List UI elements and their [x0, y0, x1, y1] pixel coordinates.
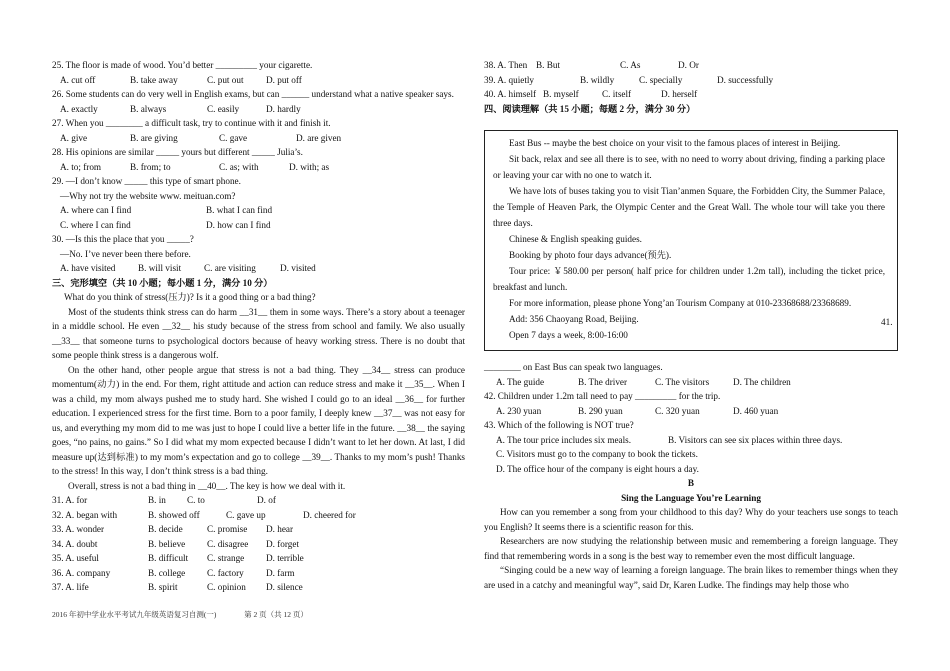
question-30-reply: —No. I’ve never been there before.: [60, 248, 191, 259]
question-41-number: 41.: [881, 317, 893, 327]
passage-b-label: B: [687, 478, 695, 488]
option: C. factory: [207, 567, 244, 578]
option: B. will visit: [138, 263, 182, 273]
option: D. put off: [266, 74, 302, 85]
option: C. as; with: [219, 161, 259, 172]
cloze-options-40: [484, 87, 898, 102]
option: A. exactly: [60, 103, 98, 114]
option: C. strange: [207, 553, 245, 563]
option: D. of: [257, 495, 276, 505]
cloze-options-33: [52, 522, 465, 537]
option: D. Or: [678, 60, 699, 70]
option: D. are given: [296, 132, 342, 143]
option: 32. A. began with: [52, 509, 118, 520]
option: D. The children: [733, 376, 791, 387]
question-42: 42. Children under 1.2m tall need to pay _________ for the trip.: [484, 391, 721, 401]
passage-b-paragraph-2: Researchers are now studying the relationship between music and remembering a foreign language. They find that remembering words in a song is the best way to remember even the most difficult language.: [484, 536, 898, 561]
question-25-options: [52, 73, 465, 88]
option: 33. A. wonder: [52, 524, 105, 534]
option: B. myself: [543, 89, 579, 99]
option: C. easily: [207, 103, 240, 114]
option: A. have visited: [60, 263, 116, 273]
left-column: [52, 58, 465, 595]
option: D. successfully: [717, 74, 774, 85]
option: D. silence: [266, 582, 303, 592]
question-30-options: [52, 261, 465, 276]
option: C. are visiting: [204, 263, 256, 273]
option: 37. A. life: [52, 582, 89, 592]
option: B. But: [536, 60, 560, 70]
cloze-options-38: [484, 58, 898, 73]
question-26-options: [52, 102, 465, 117]
ad-line: For more information, please phone Yong’an Tourism Company at 010-23368688/23368689.: [509, 298, 852, 308]
cloze-options-36: [52, 566, 465, 581]
option: 36. A. company: [52, 567, 111, 578]
option: B. 290 yuan: [578, 405, 623, 416]
option: C. opinion: [207, 582, 246, 592]
question-29-options-1: [52, 203, 465, 218]
option: B. showed off: [148, 509, 200, 520]
option: C. gave: [219, 132, 248, 143]
passage-b-title: Sing the Language You’re Learning: [621, 492, 761, 503]
option: D. forget: [266, 538, 299, 549]
option: D. visited: [280, 263, 316, 273]
option: C. put out: [207, 74, 244, 85]
option: C. disagree: [207, 538, 249, 549]
option: 34. A. doubt: [52, 538, 98, 549]
cloze-options-34: [52, 537, 465, 552]
option: B. are giving: [130, 132, 178, 143]
option: B. in: [148, 495, 166, 505]
option: D. 460 yuan: [733, 405, 779, 416]
option: 40. A. himself: [484, 89, 537, 99]
question-43-options-1: [484, 433, 898, 448]
option: C. gave up: [226, 509, 266, 520]
option: C. where I can find: [60, 219, 131, 230]
question-43: 43. Which of the following is NOT true?: [484, 420, 634, 430]
option: 38. A. Then: [484, 60, 528, 70]
ad-line: Booking by photo four days advance(预先).: [509, 250, 672, 260]
passage-b-paragraph-1: How can you remember a song from your childhood to this day? Why do your teachers use songs to teach you English? It seems there is a scientific reason for this.: [484, 507, 898, 532]
option: A. to; from: [60, 161, 102, 172]
option: D. cheered for: [303, 509, 356, 520]
option: C. promise: [207, 524, 248, 534]
advertisement-box: [484, 130, 898, 351]
option: B. spirit: [148, 582, 178, 592]
option: D. The office hour of the company is eight hours a day.: [496, 463, 699, 474]
question-41-options: [484, 375, 898, 390]
option: B. The driver: [578, 376, 628, 387]
ad-line: Add: 356 Chaoyang Road, Beijing.: [509, 314, 639, 324]
option: A. cut off: [60, 74, 96, 85]
footer-page-number: 第 2 页（共 12 页）: [244, 610, 308, 619]
question-29: 29. —I don’t know _____ this type of smart phone.: [52, 176, 241, 186]
cloze-paragraph-3: Overall, stress is not a bad thing in __40__. The key is how we deal with it.: [68, 480, 346, 491]
option: A. 230 yuan: [496, 405, 542, 416]
option: A. The guide: [496, 376, 545, 387]
option: B. from; to: [130, 161, 171, 172]
ad-line: Open 7 days a week, 8:00-16:00: [509, 330, 628, 340]
option: D. how can I find: [206, 219, 271, 230]
option: A. The tour price includes six meals.: [496, 434, 632, 445]
option: D. with; as: [289, 161, 330, 172]
option: D. farm: [266, 567, 295, 578]
question-30: 30. —Is this the place that you _____?: [52, 234, 194, 244]
page-footer: [52, 609, 308, 620]
question-26: 26. Some students can do very well in English exams, but can ______ understand what a native speaker says.: [52, 89, 454, 99]
option: B. always: [130, 103, 167, 114]
question-27: 27. When you ________ a difficult task, try to continue with it and finish it.: [52, 118, 331, 128]
option: 31. A. for: [52, 495, 88, 505]
question-41: ________ on East Bus can speak two languages.: [484, 362, 663, 372]
question-28: 28. His opinions are similar _____ yours but different _____ Julia’s.: [52, 147, 303, 157]
option: B. difficult: [148, 553, 189, 563]
option: C. 320 yuan: [655, 405, 700, 416]
option: C. Visitors must go to the company to book the tickets.: [496, 449, 698, 459]
footer-exam-title: 2016 年初中学业水平考试九年级英语复习自测(一): [52, 610, 217, 619]
ad-line: Tour price: ￥580.00 per person( half price for children under 1.2m tall), including the ticket price, breakfast and lunch.: [493, 266, 885, 292]
cloze-paragraph-2: On the other hand, other people argue that stress is not a bad thing. They __34__ stress can produce momentum(动力) in the end. For them, right attitude and action can reduce stress and make it __35__. When I was a child, my mom always pushed me to study hard. She wished I could go to an ideal __36__ for further education. I experienced stress for the first time. Born to a poor family, I deeply knew __37__ was not easy for us, and everything my mom did to me was just to hope I could live a better life in the future. __38__ the saying goes, “no pains, no gains.” So I did what my mom expected because I didn’t want to let her down. At last, I did measure up(达到标准) to my mom’s expectation and go to college __39__. Thanks to my mom’s push! Thanks to the stress! In this way, I don’t think stress is a bad thing.: [52, 364, 465, 476]
right-column: [484, 58, 898, 592]
option: C. to: [187, 495, 205, 505]
option: D. terrible: [266, 553, 304, 563]
option: 39. A. quietly: [484, 74, 535, 85]
option: B. decide: [148, 524, 183, 534]
option: D. herself: [661, 89, 698, 99]
cloze-options-39: [484, 73, 898, 88]
option: D. hardly: [266, 103, 301, 114]
cloze-options-32: [52, 508, 465, 523]
option: C. As: [620, 60, 641, 70]
cloze-options-35: [52, 551, 465, 566]
option: B. believe: [148, 538, 186, 549]
option: B. Visitors can see six places within three days.: [668, 434, 843, 445]
option: A. where can I find: [60, 205, 132, 215]
cloze-paragraph-1: Most of the students think stress can do harm __31__ them in some ways. There’s a story about a teenager in a middle school. He even __32__ his study because of the stress from school and family. We also usually __33__ that someone turns to psychological doctors because of heavy working stress. There is no doubt that some people think stress is a dangerous wolf.: [52, 306, 465, 360]
ad-line: Chinese & English speaking guides.: [509, 234, 642, 244]
option: B. what I can find: [206, 205, 273, 215]
option: C. specially: [639, 74, 683, 85]
question-42-options: [484, 404, 898, 419]
ad-line: East Bus -- maybe the best choice on your visit to the famous places of interest in Beijing.: [509, 138, 841, 148]
option: C. itself: [602, 89, 632, 99]
option: B. take away: [130, 74, 178, 85]
option: 35. A. useful: [52, 553, 99, 563]
question-25: 25. The floor is made of wood. You’d better _________ your cigarette.: [52, 60, 313, 70]
question-27-options: [52, 131, 465, 146]
option: B. wildly: [580, 74, 615, 85]
ad-line: Sit back, relax and see all there is to see, with no need to worry about driving, finding a parking place or leaving your car with no one to watch it.: [493, 154, 885, 180]
section-4-heading: 四、阅读理解（共 15 小题；每题 2 分，满分 30 分）: [484, 103, 696, 114]
cloze-title: What do you think of stress(压力)? Is it a good thing or a bad thing?: [64, 292, 316, 302]
question-28-options: [52, 160, 465, 175]
option: D. hear: [266, 524, 294, 534]
passage-b-paragraph-3: “Singing could be a new way of learning a foreign language. The brain likes to remember things when they are used in a catchy and meaningful way”, said Dr, Karen Ludke. The findings may help those who: [484, 565, 898, 590]
ad-line: We have lots of buses taking you to visit Tian’anmen Square, the Forbidden City, the Summer Palace, the Temple of Heaven Park, the Olympic Center and the Great Wall. The whole tour will take you there three days.: [493, 186, 885, 228]
question-29-reply: —Why not try the website www. meituan.com?: [60, 190, 236, 201]
cloze-options-31: [52, 493, 465, 508]
question-29-options-2: [52, 218, 465, 233]
option: C. The visitors: [655, 376, 710, 387]
cloze-options-37: [52, 580, 465, 595]
section-3-heading: 三、完形填空（共 10 小题；每小题 1 分，满分 10 分）: [52, 277, 273, 288]
option: A. give: [60, 132, 88, 143]
option: B. college: [148, 567, 186, 578]
